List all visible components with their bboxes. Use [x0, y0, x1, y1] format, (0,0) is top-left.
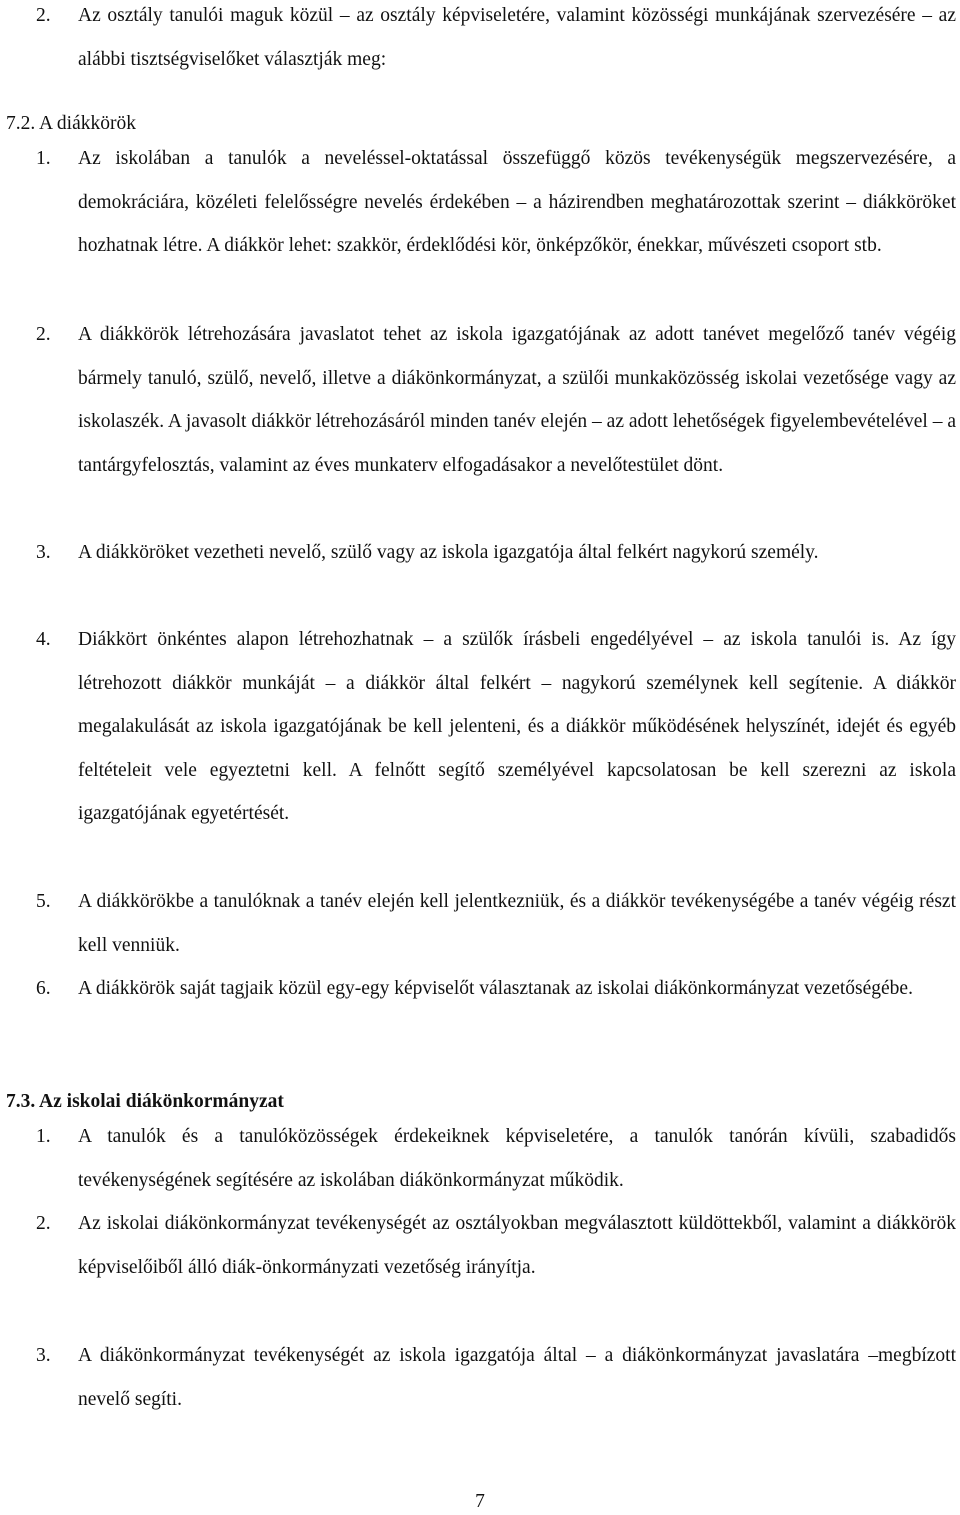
item-number: 1.: [36, 148, 51, 169]
item-text: A diákkörökbe a tanulóknak a tanév elején kell jelentkezniük, és a diákkör tevékenységébe a tanév végéig részt kell venniük.: [78, 891, 956, 956]
item-number: 2.: [36, 1213, 51, 1234]
list-item: [36, 0, 956, 81]
item-text: A diákköröket vezetheti nevelő, szülő vagy az iskola igazgatója által felkért nagykorú személy.: [78, 542, 819, 563]
item-text: Az osztály tanulói maguk közül – az osztály képviseletére, valamint közösségi munkájának szervezésére – az alábbi tisztségviselőket választják meg:: [78, 5, 956, 70]
item-text: A diákkörök saját tagjaik közül egy-egy képviselőt választanak az iskolai diákönkormányzat vezetőségébe.: [78, 978, 913, 999]
section-heading-7-2: 7.2. A diákkörök: [6, 113, 136, 134]
item-number: 5.: [36, 891, 51, 912]
item-number: 6.: [36, 978, 51, 999]
item-number: 3.: [36, 1345, 51, 1366]
item-text: Diákkört önkéntes alapon létrehozhatnak – a szülők írásbeli engedélyével – az iskola tanulói is. Az így létrehozott diákkör munkáját – a diákkör által felkért – nagykorú személynek kell segítenie. A diákkör megalakulását az iskola igazgatójának be kell jelenteni, és a diákkör működésének helyszínét, idejét és egyéb feltételeit vele egyeztetni kell. A felnőtt segítő személyével kapcsolatosan be kell szerezni az iskola igazgatójának egyetértését.: [78, 629, 956, 824]
item-text: A diákönkormányzat tevékenységét az iskola igazgatója által – a diákönkormányzat javaslatára –megbízott nevelő segíti.: [78, 1345, 956, 1410]
list-item: [36, 137, 956, 268]
item-text: A tanulók és a tanulóközösségek érdekeiknek képviseletére, a tanulók tanórán kívüli, szabadidős tevékenységének segítésére az iskolában diákönkormányzat működik.: [78, 1126, 956, 1191]
list-item: [36, 618, 956, 836]
list-item: [36, 531, 956, 575]
item-text: Az iskolában a tanulók a neveléssel-oktatással összefüggő közös tevékenységük megszervezésére, a demokráciára, közéleti felelősségre nevelés érdekében – a házirendben meghatározottak szerint – diákköröket hozhatnak létre. A diákkör lehet: szakkör, érdeklődési kör, önképzőkör, énekkar, művészeti csoport stb.: [78, 148, 956, 256]
list-item: [36, 880, 956, 967]
item-text: A diákkörök létrehozására javaslatot tehet az iskola igazgatójának az adott tanévet megelőző tanév végéig bármely tanuló, szülő, nevelő, illetve a diákönkormányzat, a szülői munkaközösség iskolai vezetősége vagy az iskolaszék. A javasolt diákkör létrehozásáról minden tanév elején – az adott lehetőségek figyelembevételével – a tantárgyfelosztás, valamint az éves munkaterv elfogadásakor a nevelőtestület dönt.: [78, 324, 956, 476]
list-item: [36, 1334, 956, 1421]
item-number: 2.: [36, 324, 51, 345]
list-item: [36, 967, 956, 1011]
list-item: [36, 1115, 956, 1202]
item-number: 1.: [36, 1126, 51, 1147]
list-item: [36, 313, 956, 487]
item-number: 2.: [36, 5, 51, 26]
page-number: 7: [475, 1491, 485, 1512]
item-number: 3.: [36, 542, 51, 563]
list-item: [36, 1202, 956, 1289]
item-number: 4.: [36, 629, 51, 650]
item-text: Az iskolai diákönkormányzat tevékenységét az osztályokban megválasztott küldöttekből, valamint a diákkörök képviselőiből álló diák-önkormányzati vezetőség irányítja.: [78, 1213, 956, 1278]
section-heading-7-3: 7.3. Az iskolai diákönkormányzat: [6, 1091, 284, 1112]
